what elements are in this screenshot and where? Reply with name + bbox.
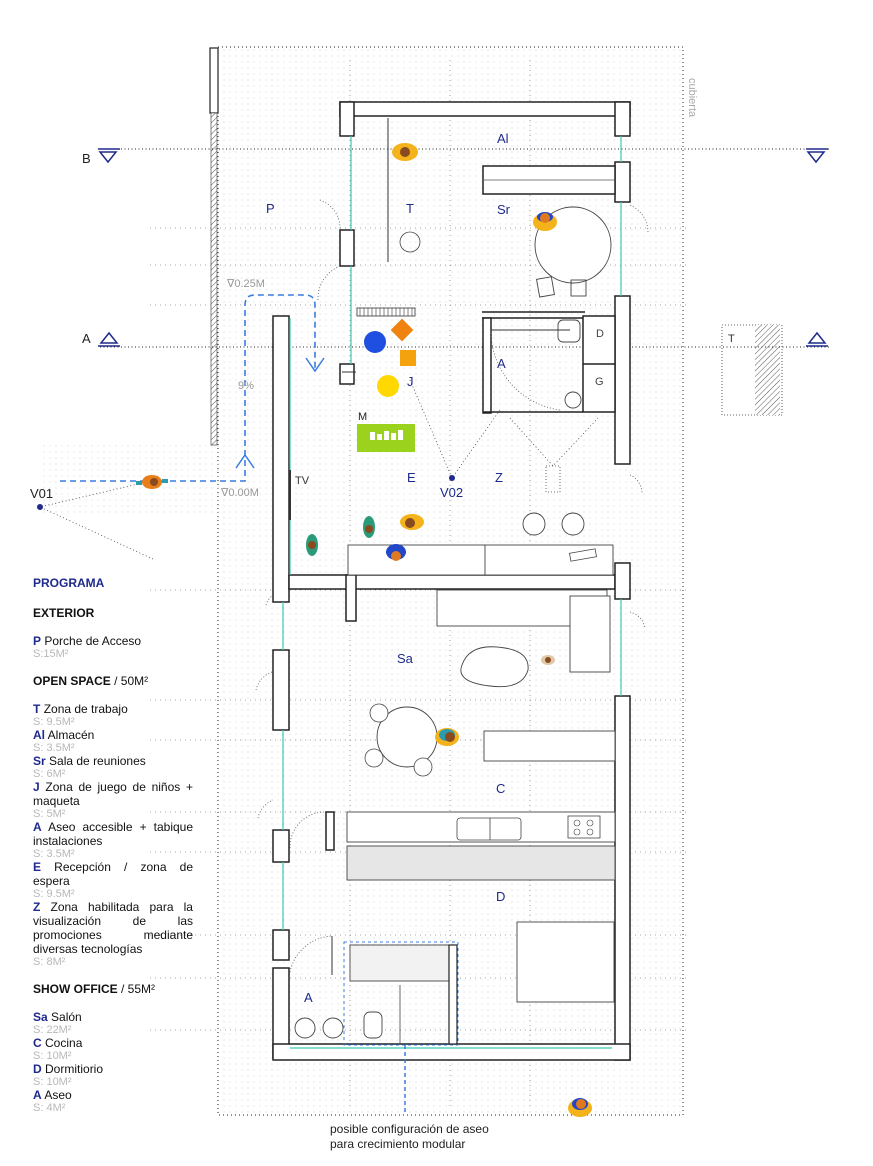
- coffee-table: [461, 647, 528, 687]
- legend-title: PROGRAMA: [33, 576, 105, 590]
- room-code-d-small: D: [596, 328, 604, 340]
- legend-code: C: [33, 1036, 42, 1050]
- legend-label: Zona de trabajo: [43, 702, 128, 716]
- legend-item: [33, 780, 193, 820]
- legend-item: [33, 900, 193, 968]
- legend-section-name: OPEN SPACE: [33, 674, 111, 688]
- person-icon: [435, 728, 459, 746]
- play-blue-circle: [364, 331, 386, 353]
- roof-label: cubierta: [686, 78, 698, 118]
- legend-code: E: [33, 860, 42, 874]
- legend-section-name: EXTERIOR: [33, 606, 95, 620]
- tv-label: TV: [295, 475, 310, 487]
- legend-item: [33, 1036, 193, 1062]
- modular-growth-caption: [330, 1122, 489, 1152]
- kitchen-island: [347, 846, 615, 880]
- terrace-label: T: [728, 333, 735, 345]
- room-code-c: C: [496, 781, 506, 796]
- legend-area: S: 8M²: [33, 956, 66, 968]
- room-code-g: G: [595, 376, 604, 388]
- v01-point: [37, 504, 43, 510]
- play-yellow-circle: [377, 375, 399, 397]
- porch-bottom: [285, 1060, 615, 1112]
- legend-item: [33, 1010, 193, 1036]
- legend-area: S: 3.5M²: [33, 848, 75, 860]
- legend-code: Sr: [33, 754, 46, 768]
- legend-code: D: [33, 1062, 42, 1076]
- legend-area: S: 10M²: [33, 1076, 72, 1088]
- porch-deck: [210, 48, 218, 113]
- legend-area: S: 9.5M²: [33, 716, 75, 728]
- legend-code: Sa: [33, 1010, 48, 1024]
- legend-area: S: 4M²: [33, 1102, 66, 1114]
- legend-label: Sala de reuniones: [49, 754, 146, 768]
- legend-area: S: 5M²: [33, 808, 66, 820]
- legend-label: Zona habilitada para la visualización de las promociones mediante diversas tecnologías: [33, 900, 193, 956]
- legend-section-name: SHOW OFFICE: [33, 982, 118, 996]
- legend-area: S: 3.5M²: [33, 742, 75, 754]
- room-code-sa: Sa: [397, 651, 413, 666]
- caption-line: para crecimiento modular: [330, 1137, 466, 1151]
- legend-code: Z: [33, 900, 41, 914]
- caption-line: posible configuración de aseo: [330, 1122, 489, 1136]
- legend-item: [33, 820, 193, 860]
- room-code-e: E: [407, 470, 416, 485]
- play-orange-square: [400, 350, 416, 366]
- section-marker-b-left: [82, 149, 120, 166]
- legend-item: [33, 634, 193, 660]
- level-upper: ∇0.25M: [227, 278, 265, 290]
- slope-label: 9%: [238, 380, 254, 392]
- sofa-chaise: [570, 596, 610, 672]
- legend-code: J: [33, 780, 40, 794]
- legend-label: Recepción / zona de espera: [33, 860, 194, 888]
- legend-section-show-office: [33, 982, 193, 996]
- legend-label: Almacén: [47, 728, 95, 742]
- washbasin-bottom-2: [323, 1018, 343, 1038]
- dining-chair: [414, 758, 432, 776]
- stool: [562, 513, 584, 535]
- room-code-t: T: [406, 201, 414, 216]
- bathroom-partition: [449, 945, 457, 1044]
- legend-area: S: 22M²: [33, 1024, 72, 1036]
- person-icon: [306, 534, 318, 556]
- section-marker-a-right: [806, 333, 828, 346]
- person-icon: [541, 655, 555, 665]
- washbasin-bottom: [295, 1018, 315, 1038]
- section-marker-a-left: [82, 331, 120, 346]
- legend-code: Al: [33, 728, 45, 742]
- level-lower: ∇0.00M: [221, 487, 259, 499]
- legend-section-area: / 50M²: [110, 674, 149, 688]
- kitchen-sink: [457, 818, 521, 840]
- wardrobe: [350, 945, 456, 981]
- room-code-d: D: [496, 889, 506, 904]
- v02-label: V02: [440, 485, 464, 500]
- section-marker-b-right: [806, 149, 828, 162]
- section-a-label: A: [82, 331, 91, 346]
- room-code-a-top: A: [497, 356, 506, 371]
- toilet-top: [558, 320, 580, 342]
- legend-section-area: / 55M²: [117, 982, 156, 996]
- legend-code: A: [33, 820, 42, 834]
- room-code-m: M: [358, 411, 368, 423]
- sideboard: [484, 731, 615, 761]
- legend-item: [33, 702, 193, 728]
- legend-item: [33, 1088, 193, 1114]
- legend-label: Cocina: [45, 1036, 83, 1050]
- legend-code: A: [33, 1088, 42, 1102]
- washbasin-top: [565, 392, 581, 408]
- legend-label: Porche de Acceso: [44, 634, 142, 648]
- legend-label: Salón: [51, 1010, 82, 1024]
- legend-section-open-space: [33, 674, 193, 688]
- dining-chair: [365, 749, 383, 767]
- room-code-sr: Sr: [497, 202, 510, 217]
- legend-label: Aseo accesible + tabique instalaciones: [33, 820, 194, 848]
- legend-code: T: [33, 702, 41, 716]
- room-code-z: Z: [495, 470, 503, 485]
- terrace-hatch: [755, 325, 780, 415]
- legend-code: P: [33, 634, 42, 648]
- program-legend: [33, 576, 193, 1114]
- legend-area: S: 6M²: [33, 768, 66, 780]
- legend-item: [33, 1062, 193, 1088]
- legend-item: [33, 754, 193, 780]
- section-b-label: B: [82, 151, 91, 166]
- legend-item: [33, 860, 193, 900]
- legend-section-exterior: [33, 606, 193, 620]
- dining-chair: [370, 704, 388, 722]
- legend-item: [33, 728, 193, 754]
- legend-label: Dormitiorio: [45, 1062, 104, 1076]
- room-code-a-bottom: A: [304, 990, 313, 1005]
- stool: [523, 513, 545, 535]
- room-code-al: Al: [497, 131, 509, 146]
- room-code-j: J: [407, 374, 414, 389]
- porch-ramp-hatch: [211, 113, 217, 445]
- legend-label: Aseo: [44, 1088, 72, 1102]
- toilet-bottom: [364, 1012, 382, 1038]
- legend-area: S:15M²: [33, 648, 69, 660]
- person-icon: [400, 514, 424, 530]
- legend-area: S: 10M²: [33, 1050, 72, 1062]
- legend-label: Zona de juego de niños + maqueta: [33, 780, 193, 808]
- v02-point: [449, 475, 455, 481]
- room-code-p: P: [266, 201, 275, 216]
- cooktop: [568, 816, 600, 838]
- legend-area: S: 9.5M²: [33, 888, 75, 900]
- person-icon: [363, 516, 375, 538]
- kids-shelf: [357, 308, 415, 316]
- v01-label: V01: [30, 486, 54, 501]
- person-icon: [392, 143, 418, 161]
- bed: [517, 922, 614, 1002]
